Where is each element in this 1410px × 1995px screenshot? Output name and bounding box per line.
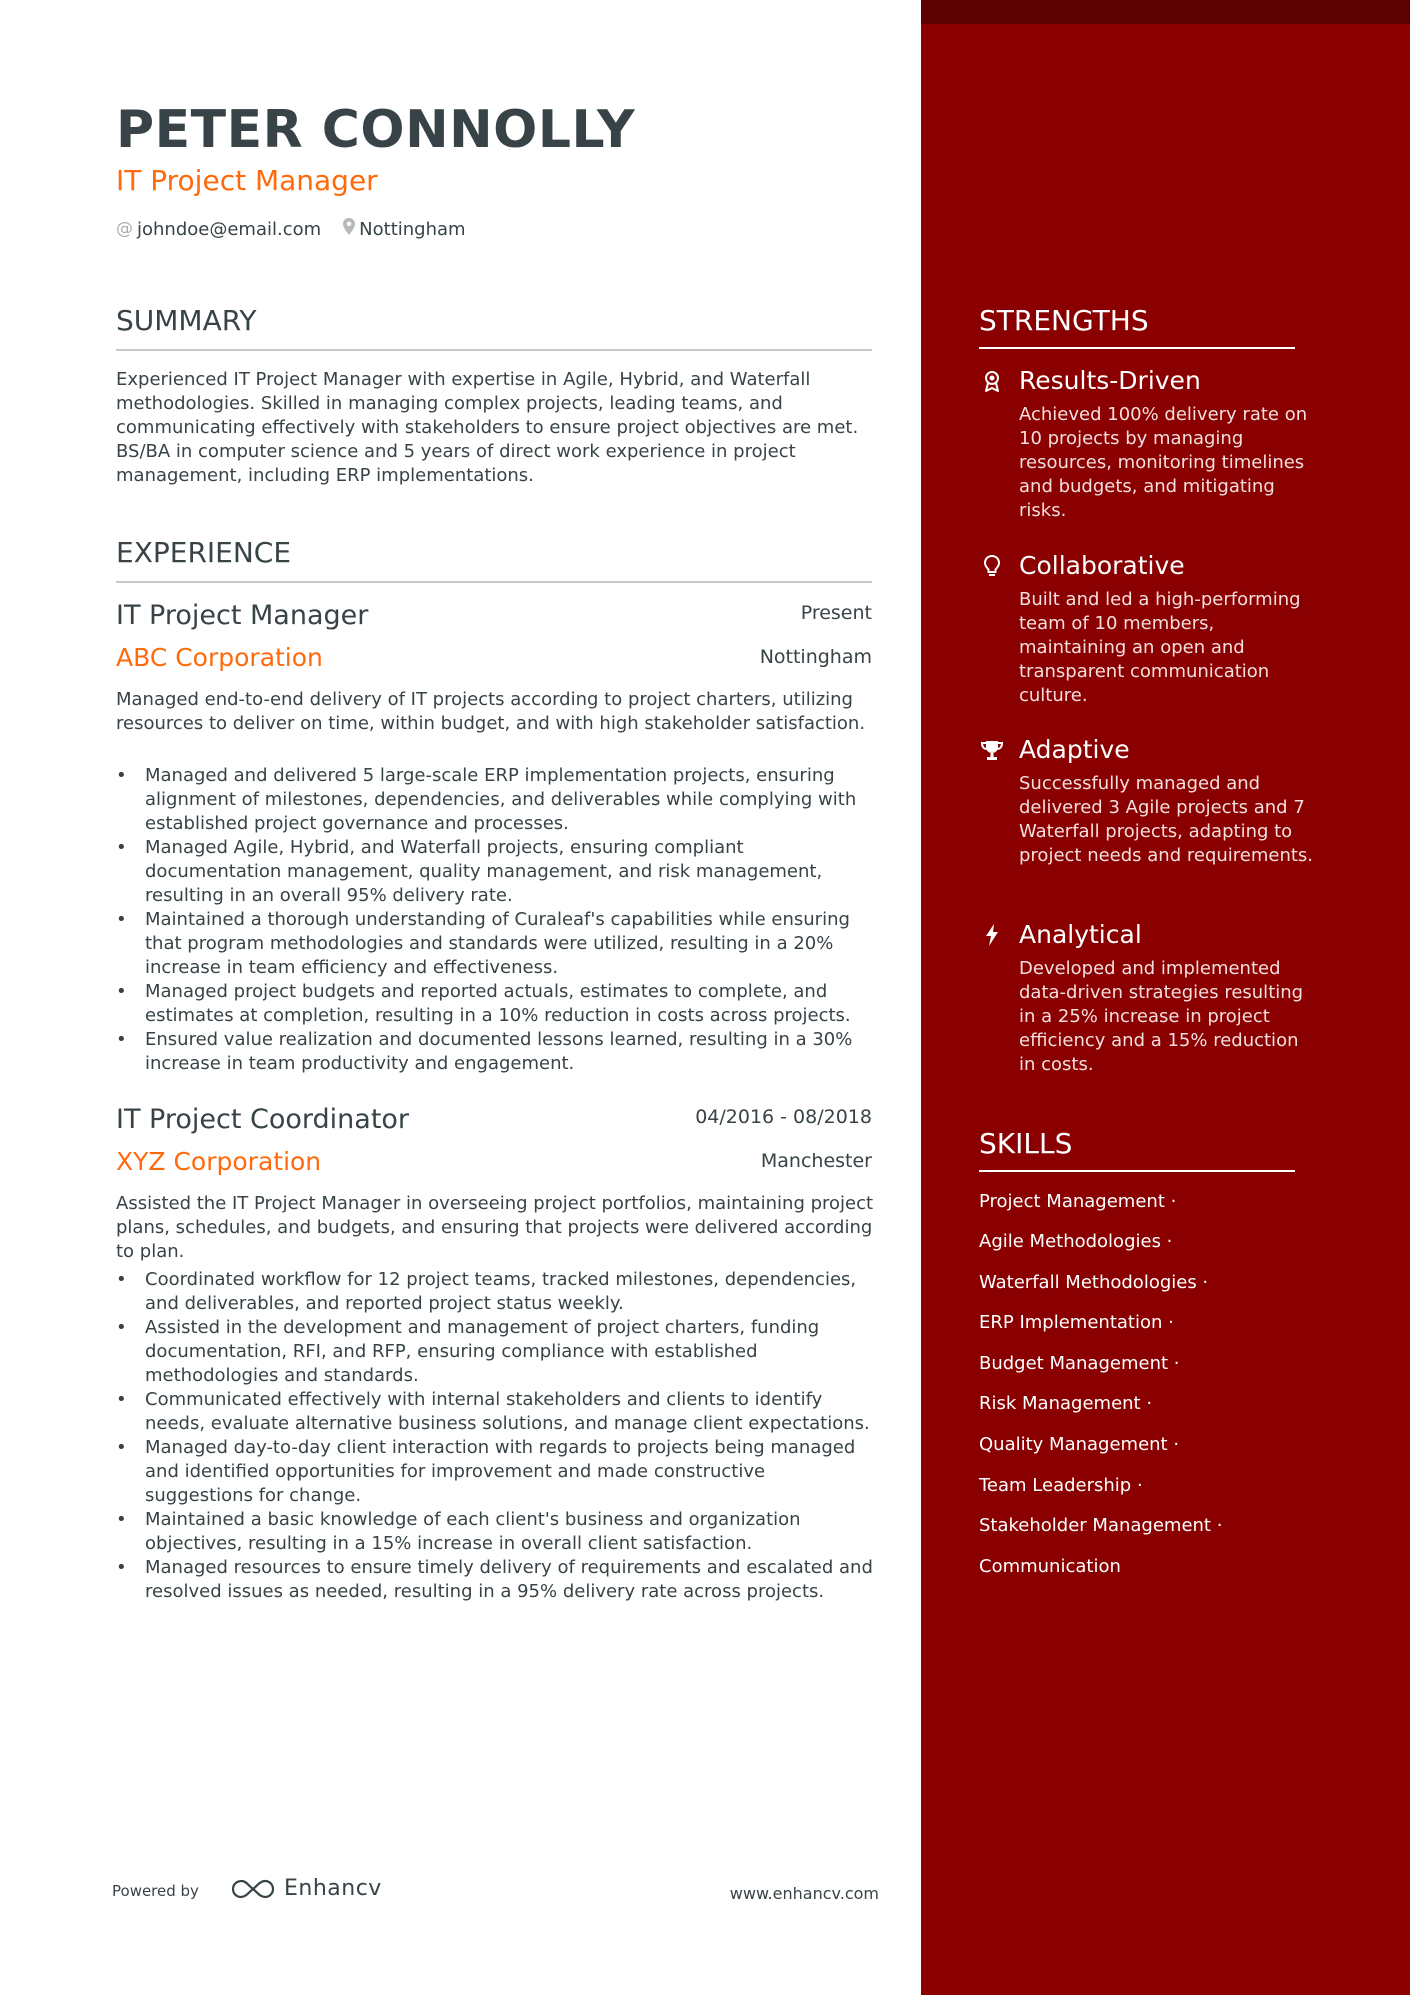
strength-item bbox=[979, 551, 1319, 708]
strength-title: Collaborative bbox=[1019, 551, 1185, 580]
strength-item bbox=[979, 366, 1319, 523]
bullet-item: • Maintained a basic knowledge of each client's business and organization objectives, resulting in a 15% increase in overall client satisfaction. bbox=[116, 1508, 878, 1556]
sidebar-top-band bbox=[921, 0, 1410, 24]
skill-item: ERP Implementation · bbox=[979, 1312, 1174, 1333]
job-date: 04/2016 - 08/2018 bbox=[695, 1106, 872, 1128]
footer-url[interactable]: www.enhancv.com bbox=[729, 1884, 879, 1903]
enhancv-logo[interactable] bbox=[230, 1876, 382, 1901]
sidebar-column bbox=[921, 0, 1410, 1995]
skill-item: Quality Management · bbox=[979, 1434, 1180, 1455]
enhancv-brand: Enhancv bbox=[284, 1876, 382, 1901]
lightbulb-icon bbox=[979, 553, 1005, 579]
bullet-item: • Managed and delivered 5 large-scale ERP implementation projects, ensuring alignment of milestones, dependencies, and deliverables while complying with established project governance and processes. bbox=[116, 764, 878, 836]
bullet-item: • Maintained a thorough understanding of Curaleaf's capabilities while ensuring that program methodologies and standards were utilized, resulting in a 20% increase in team efficiency and effectiveness. bbox=[116, 908, 878, 980]
medal-icon bbox=[979, 368, 1005, 394]
trophy-icon bbox=[979, 737, 1005, 763]
experience-heading: EXPERIENCE bbox=[116, 536, 872, 583]
job-description: Managed end-to-end delivery of IT projects according to project charters, utilizing resources to deliver on time, within budget, and with high stakeholder satisfaction. bbox=[116, 689, 866, 734]
email-text[interactable]: johndoe@email.com bbox=[137, 218, 322, 240]
skills-heading: SKILLS bbox=[979, 1127, 1295, 1172]
bullet-item: • Ensured value realization and documented lessons learned, resulting in a 30% increase in team productivity and engagement. bbox=[116, 1028, 878, 1076]
skill-item: Stakeholder Management · bbox=[979, 1515, 1223, 1536]
powered-by-label: Powered by bbox=[112, 1882, 199, 1900]
company-name: ABC Corporation bbox=[116, 643, 323, 672]
map-pin-icon bbox=[343, 218, 355, 240]
bullet-item: • Assisted in the development and management of project charters, funding documentation, RFI, and RFP, ensuring compliance with established methodologies and standards. bbox=[116, 1316, 878, 1388]
strength-title: Analytical bbox=[1019, 920, 1142, 949]
job-location: Nottingham bbox=[759, 646, 872, 668]
bolt-icon bbox=[979, 922, 1005, 948]
strength-item bbox=[979, 920, 1319, 1077]
skill-item: Risk Management · bbox=[979, 1393, 1153, 1414]
candidate-role: IT Project Manager bbox=[116, 164, 378, 197]
skill-item: Waterfall Methodologies · bbox=[979, 1272, 1209, 1293]
skill-item: Budget Management · bbox=[979, 1353, 1180, 1374]
bullet-item: • Managed day-to-day client interaction with regards to projects being managed and identified opportunities for improvement and made constructive suggestions for change. bbox=[116, 1436, 878, 1508]
summary-heading: SUMMARY bbox=[116, 304, 872, 351]
strength-text: Built and led a high-performing team of 10 members, maintaining an open and transparent communication culture. bbox=[1019, 589, 1301, 706]
job-description: Assisted the IT Project Manager in overseeing project portfolios, maintaining project plans, schedules, and budgets, and ensuring that projects were delivered according to plan. bbox=[116, 1193, 874, 1262]
bullet-item: • Coordinated workflow for 12 project teams, tracked milestones, dependencies, and deliverables, and reported project status weekly. bbox=[116, 1268, 878, 1316]
job-date: Present bbox=[800, 602, 872, 624]
enhancv-logo-icon bbox=[230, 1878, 276, 1900]
contact-info bbox=[116, 218, 466, 240]
company-name: XYZ Corporation bbox=[116, 1147, 322, 1176]
location-text: Nottingham bbox=[359, 218, 466, 240]
job-title: IT Project Manager bbox=[116, 600, 369, 631]
at-icon: @ bbox=[116, 219, 133, 239]
job-title: IT Project Coordinator bbox=[116, 1104, 410, 1135]
summary-text: Experienced IT Project Manager with expertise in Agile, Hybrid, and Waterfall methodologies. Skilled in managing complex projects, leading teams, and communicating effectively with stakeholders to ensure project objectives are met. BS/BA in computer science and 5 years of direct work experience in project management, including ERP implementations. bbox=[116, 369, 859, 486]
strength-item bbox=[979, 735, 1319, 868]
skill-item: Communication bbox=[979, 1556, 1121, 1577]
bullet-item: • Managed project budgets and reported actuals, estimates to complete, and estimates at completion, resulting in a 10% reduction in costs across projects. bbox=[116, 980, 878, 1028]
strength-title: Results-Driven bbox=[1019, 366, 1201, 395]
job-bullets bbox=[116, 1268, 878, 1604]
candidate-name: PETER CONNOLLY bbox=[116, 100, 636, 160]
strength-text: Achieved 100% delivery rate on 10 projects by managing resources, monitoring timelines and budgets, and mitigating risks. bbox=[1019, 404, 1308, 521]
skill-item: Agile Methodologies · bbox=[979, 1231, 1173, 1252]
strengths-heading: STRENGTHS bbox=[979, 304, 1295, 349]
bullet-item: • Managed Agile, Hybrid, and Waterfall projects, ensuring compliant documentation management, quality management, and risk management, resulting in an overall 95% delivery rate. bbox=[116, 836, 878, 908]
strength-text: Successfully managed and delivered 3 Agile projects and 7 Waterfall projects, adapting to project needs and requirements. bbox=[1019, 773, 1314, 866]
bullet-item: • Communicated effectively with internal stakeholders and clients to identify needs, evaluate alternative business solutions, and manage client expectations. bbox=[116, 1388, 878, 1436]
strength-title: Adaptive bbox=[1019, 735, 1130, 764]
skill-item: Team Leadership · bbox=[979, 1475, 1143, 1496]
strength-text: Developed and implemented data-driven strategies resulting in a 25% increase in project efficiency and a 15% reduction in costs. bbox=[1019, 958, 1304, 1075]
bullet-item: • Managed resources to ensure timely delivery of requirements and escalated and resolved issues as needed, resulting in a 95% delivery rate across projects. bbox=[116, 1556, 878, 1604]
job-location: Manchester bbox=[760, 1150, 872, 1172]
job-bullets bbox=[116, 764, 878, 1076]
skill-item: Project Management · bbox=[979, 1191, 1177, 1212]
